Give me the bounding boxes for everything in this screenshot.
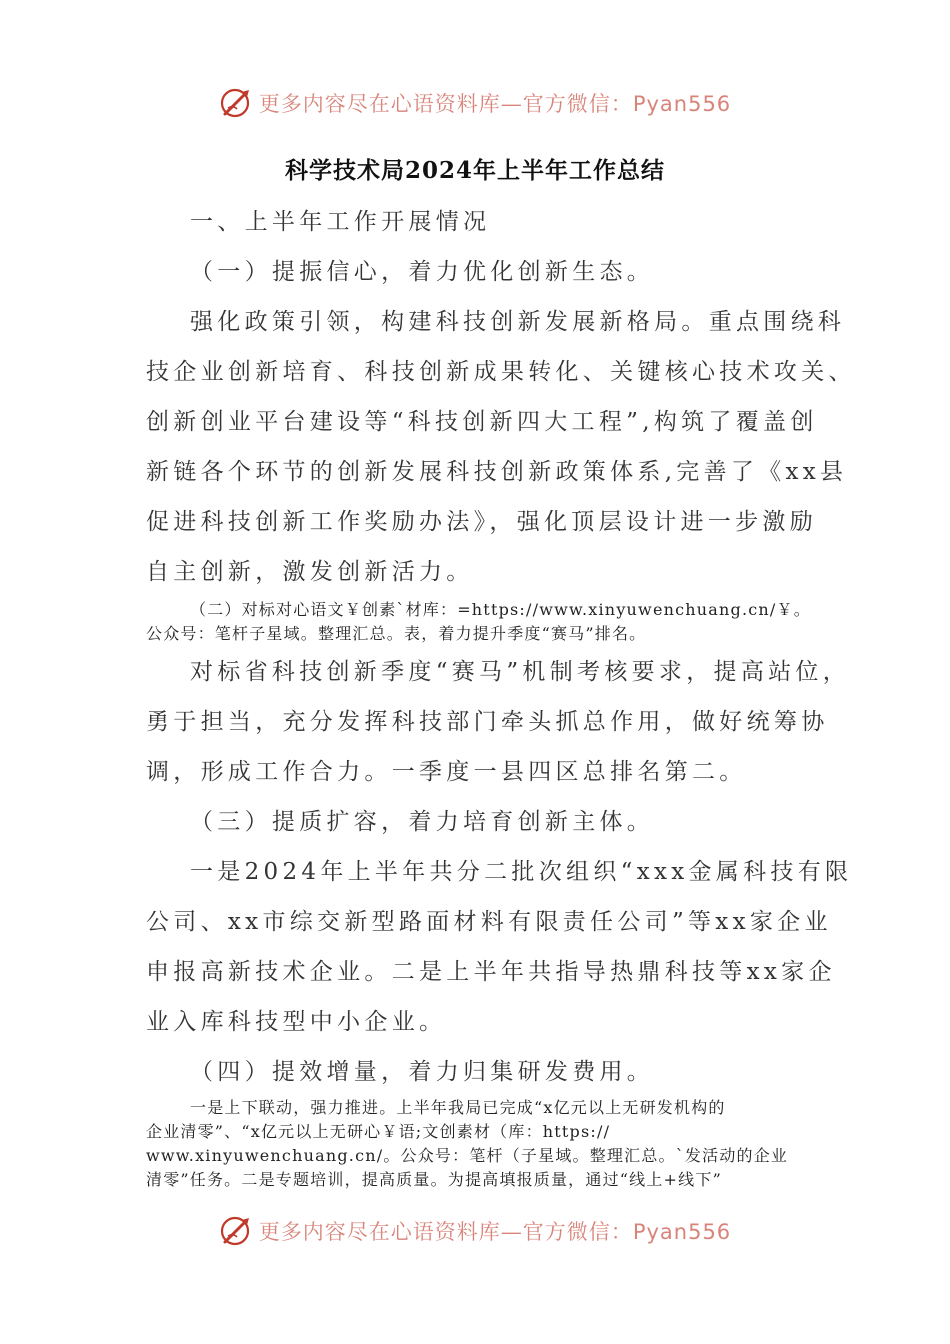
subsection-heading-3: （三）提质扩容，着力培育创新主体。 [190,809,655,835]
banner-text: 更多内容尽在心语资料库—官方微信：Pyan556 [258,1220,732,1244]
paragraph-line: 申报高新技术企业。二是上半年共指导热鼎科技等xx家企 [146,959,836,985]
paragraph-line: 勇于担当，充分发挥科技部门牵头抓总作用，做好统筹协 [146,709,829,735]
paragraph-line-small: www.xinyuwenchuang.cn/。公众号：笔杆（子星域。整理汇总。`发活动的企业 [146,1146,789,1165]
paragraph-line: 公司、xx市综交新型路面材料有限责任公司”等xx家企业 [146,909,832,935]
banner-wechat-id: Pyan556 [632,1220,732,1244]
subsection-heading-2: （二）对标对心语文￥创素`材库：=https://www.xinyuwenchuang.cn/￥。 [190,600,811,619]
paragraph-line: 业入库科技型中小企业。 [146,1009,447,1035]
paragraph-line-small: 公众号：笔杆子星域。整理汇总。表，着力提升季度“赛马”排名。 [146,624,647,643]
watermark-banner-bottom [0,1211,950,1251]
paragraph-line: 新链各个环节的创新发展科技创新政策体系,完善了《xx县 [146,459,848,485]
pen-logo-icon [219,1214,253,1248]
section-heading-1: 一、上半年工作开展情况 [190,209,491,235]
pen-logo-icon [219,86,253,120]
paragraph-line-small: 清零”任务。二是专题培训，提高质量。为提高填报质量，通过“线上+线下” [146,1170,722,1189]
paragraph-line: 创新创业平台建设等“科技创新四大工程”,构筑了覆盖创 [146,409,818,435]
paragraph-line-small: 企业清零”、“x亿元以上无研心￥语;文创素材（库：https:// [146,1122,611,1141]
paragraph-line: 技企业创新培育、科技创新成果转化、关键核心技术攻关、 [146,359,856,385]
paragraph-line: 一是2024年上半年共分二批次组织“xxx金属科技有限 [190,859,853,885]
subsection-heading-1: （一）提振信心，着力优化创新生态。 [190,259,655,285]
paragraph-line: 强化政策引领，构建科技创新发展新格局。重点围绕科 [190,309,846,335]
watermark-banner-top [0,83,950,123]
paragraph-line: 促进科技创新工作奖励办法》，强化顶层设计进一步激励 [146,509,817,535]
paragraph-line: 调，形成工作合力。一季度一县四区总排名第二。 [146,759,747,785]
banner-wechat-id: Pyan556 [632,92,732,116]
banner-text: 更多内容尽在心语资料库—官方微信：Pyan556 [258,92,732,116]
paragraph-line: 对标省科技创新季度“赛马”机制考核要求，提高站位， [190,659,851,685]
paragraph-line-small: 一是上下联动，强力推进。上半年我局已完成“x亿元以上无研发机构的 [190,1098,726,1117]
paragraph-line: 自主创新，激发创新活力。 [146,559,474,585]
subsection-heading-4: （四）提效增量，着力归集研发费用。 [190,1059,655,1085]
document-title: 科学技术局2024年上半年工作总结 [284,157,665,184]
